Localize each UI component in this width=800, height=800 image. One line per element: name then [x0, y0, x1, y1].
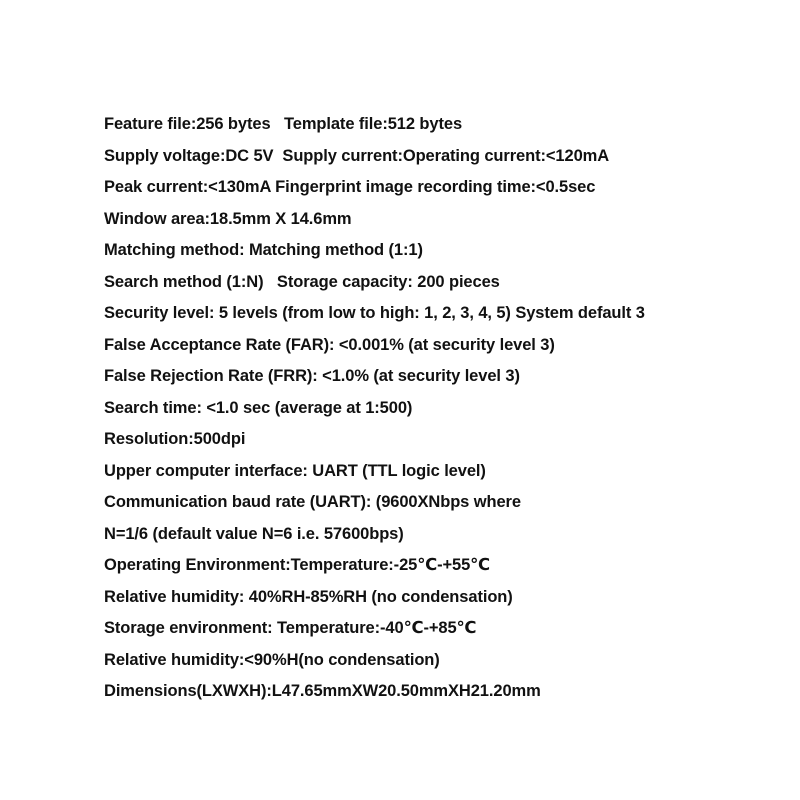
spec-sheet	[104, 109, 744, 708]
spec-dimensions: Dimensions(LXWXH):L47.65mmXW20.50mmXH21.20mm	[104, 682, 541, 700]
spec-baud-rate-continued: N=1/6 (default value N=6 i.e. 57600bps)	[104, 524, 404, 543]
spec-frr: False Rejection Rate (FRR): <1.0% (at security level 3)	[104, 367, 520, 385]
spec-matching-method: Matching method: Matching method (1:1)	[104, 241, 423, 259]
spec-supply-voltage-current: Supply voltage:DC 5V Supply current:Operating current:<120mA	[104, 146, 610, 165]
spec-baud-rate: Communication baud rate (UART): (9600XNbps where	[104, 493, 521, 511]
spec-search-method-storage: Search method (1:N) Storage capacity: 200 pieces	[104, 272, 500, 291]
spec-feature-template-file: Feature file:256 bytes Template file:512 bytes	[104, 115, 463, 133]
spec-security-level: Security level: 5 levels (from low to high: 1, 2, 3, 4, 5) System default 3	[104, 304, 645, 322]
spec-window-area: Window area:18.5mm X 14.6mm	[104, 209, 352, 228]
spec-storage-temperature: Storage environment: Temperature:-40℃-+85℃	[104, 619, 477, 637]
spec-search-time: Search time: <1.0 sec (average at 1:500)	[104, 398, 413, 417]
spec-operating-humidity: Relative humidity: 40%RH-85%RH (no condensation)	[104, 587, 513, 606]
spec-far: False Acceptance Rate (FAR): <0.001% (at security level 3)	[104, 335, 555, 354]
spec-peak-current-recording-time: Peak current:<130mA Fingerprint image recording time:<0.5sec	[104, 178, 596, 196]
spec-resolution: Resolution:500dpi	[104, 430, 246, 448]
spec-operating-temperature: Operating Environment:Temperature:-25℃-+55℃	[104, 556, 491, 574]
spec-interface: Upper computer interface: UART (TTL logic level)	[104, 461, 486, 480]
spec-storage-humidity: Relative humidity:<90%H(no condensation)	[104, 650, 440, 669]
